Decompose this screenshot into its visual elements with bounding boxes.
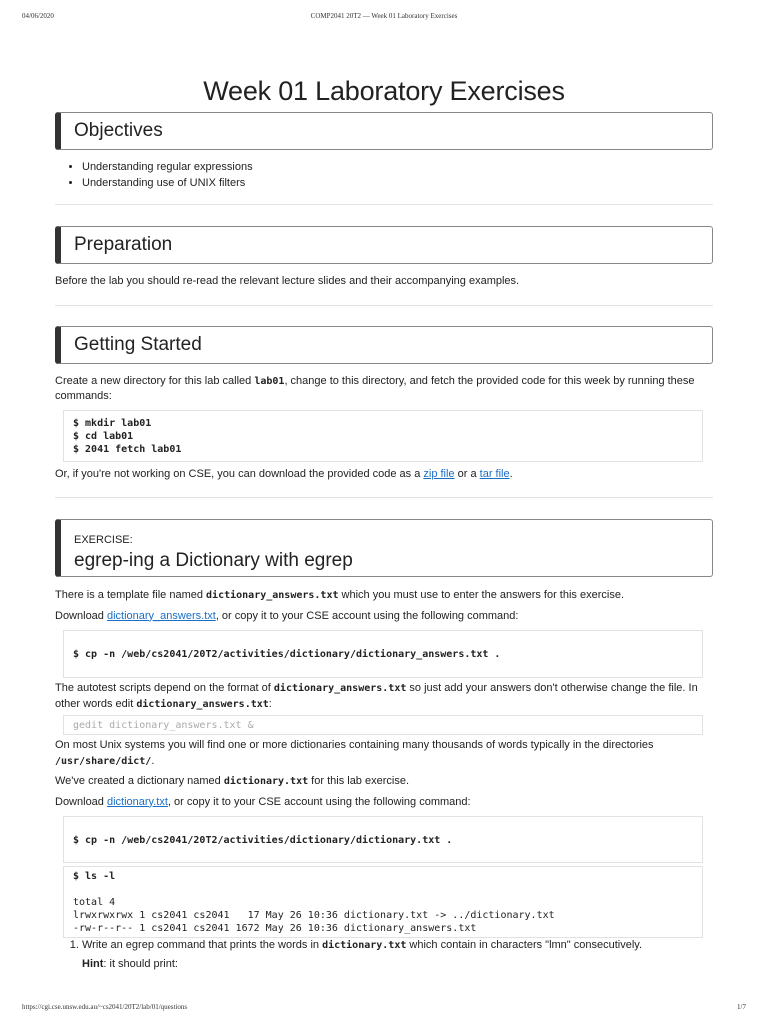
zip-file-link[interactable]: zip file [423,467,455,480]
command-line: $ mkdir lab01 [73,417,152,429]
alt-text: Or, if you're not working on CSE, you can download the provided code as a [55,467,424,480]
command-line: $ 2041 fetch lab01 [73,443,182,455]
command-line: $ cp -n /web/cs2041/20T2/activities/dictionary/dictionary_answers.txt . [73,649,501,660]
text: , or copy it to your CSE account using the following command: [167,795,471,808]
objectives-header [55,112,713,150]
gedit-command [63,715,703,735]
exercise-header [55,519,713,577]
hint-label: Hint [82,957,104,970]
text: Write an egrep command that prints the words in [82,939,323,951]
dictionary-answers-link[interactable]: dictionary_answers.txt [106,609,216,622]
getting-started-header [55,326,713,364]
task-list [55,938,713,972]
text: for this lab exercise. [308,775,409,787]
hint-text: : it should print: [103,957,178,970]
task-item [82,938,713,972]
output-line [73,883,693,896]
alt-text-or: or a [454,467,480,480]
text: which contain in characters "lmn" consecutively. [406,939,643,951]
print-header [22,12,746,20]
output-line: lrwxrwxrwx 1 cs2041 cs2041 17 May 26 10:36 dictionary.txt -> ../dictionary.txt [73,910,555,921]
print-footer [22,1003,746,1011]
dictionary-link[interactable]: dictionary.txt [106,795,168,808]
text: : [268,697,272,710]
command-line: gedit dictionary_answers.txt & [73,720,254,731]
objectives-list [55,160,713,191]
lab-dir-code: lab01 [254,375,285,387]
divider [55,497,713,498]
dictionary-file-code: dictionary.txt [223,776,309,787]
dict-dir-code: /usr/share/dict/ [55,755,152,767]
download-alt-text [55,467,713,483]
fetch-commands-block [63,410,703,462]
command-line: $ ls -l [73,871,116,882]
getting-started-heading: Getting Started [74,333,202,355]
objective-item: • Understanding use of UNIX filters [82,176,713,192]
preparation-heading: Preparation [74,234,173,255]
preparation-text: Before the lab you should re-read the relevant lecture slides and their accompanying examples. [55,275,520,287]
text: Download [55,609,107,622]
page-title: Week 01 Laboratory Exercises [203,76,565,106]
page-content [55,72,713,972]
intro-text-cont: , change to this directory, and fetch the provided code for this week by running these commands: [55,374,695,402]
hint [82,957,713,973]
dictionary-created-text [55,774,713,790]
print-page-number: 1/7 [737,1003,746,1011]
answers-file-code: dictionary_answers.txt [206,590,339,601]
text: so just add your answers don't otherwise change the file. In other words edit [55,682,698,710]
text: Download [55,795,107,808]
objective-item: • Understanding regular expressions [82,160,713,176]
text: . [151,754,155,767]
command-line: $ cd lab01 [73,430,134,442]
text: We've created a dictionary named [55,775,224,787]
text: The autotest scripts depend on the format of [55,682,274,694]
template-file-text [55,588,713,604]
divider [55,305,713,306]
download-answers-text [55,609,713,625]
copy-dictionary-command [63,816,703,863]
ls-output-block [63,866,703,938]
command-line: $ cp -n /web/cs2041/20T2/activities/dictionary/dictionary.txt . [73,835,453,846]
dictionaries-text [55,738,713,769]
dictionary-file-code: dictionary.txt [322,940,407,951]
autotest-text [55,681,713,712]
objectives-heading: Objectives [74,120,163,141]
getting-started-intro [55,374,713,405]
divider [55,204,713,205]
alt-text-end: . [509,467,513,480]
tar-file-link[interactable]: tar file [479,467,510,480]
text: which you must use to enter the answers for this exercise. [338,589,625,601]
print-date: 04/06/2020 [22,12,54,20]
exercise-heading: egrep-ing a Dictionary with egrep [74,550,353,571]
preparation-header [55,226,713,264]
text: There is a template file named [55,589,207,601]
exercise-kicker: EXERCISE: [74,534,133,546]
intro-text: Create a new directory for this lab called [55,374,255,387]
output-line: total 4 [73,897,116,908]
answers-file-code: dictionary_answers.txt [273,683,407,694]
print-title: COMP2041 20T2 — Week 01 Laboratory Exercises [310,12,458,20]
text: , or copy it to your CSE account using the following command: [215,609,519,622]
copy-answers-command [63,630,703,678]
text: On most Unix systems you will find one or more dictionaries containing many thousands of words typically in the directories [55,739,654,751]
output-line: -rw-r--r-- 1 cs2041 cs2041 1672 May 26 10:36 dictionary_answers.txt [73,923,477,934]
answers-file-code: dictionary_answers.txt [136,698,269,710]
download-dictionary-text [55,795,713,811]
print-url: https://cgi.cse.unsw.edu.au/~cs2041/20T2/lab/01/questions [22,1003,188,1011]
